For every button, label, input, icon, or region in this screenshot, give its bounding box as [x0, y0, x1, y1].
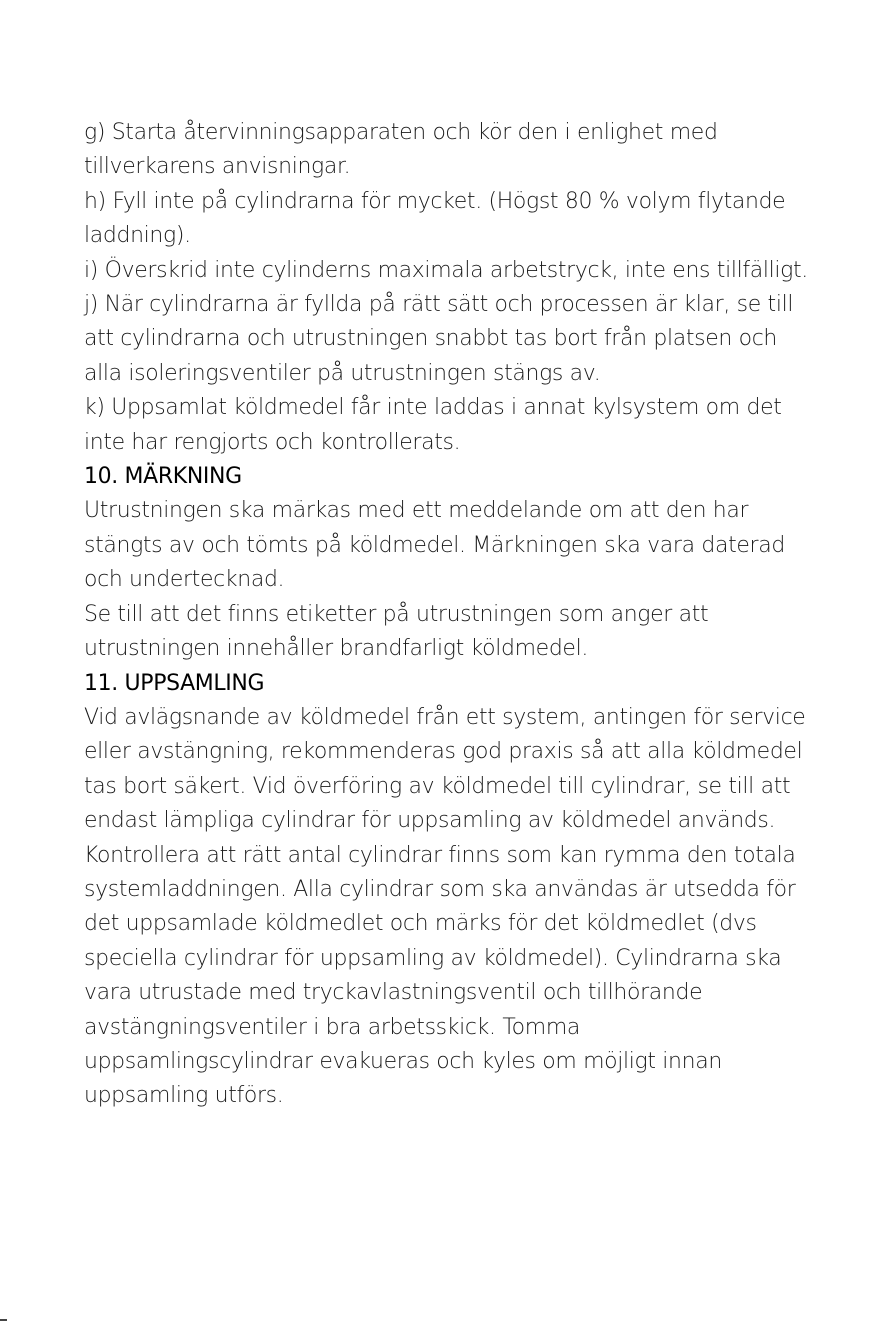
- text-line: uppsamlingscylindrar evakueras och kyles om möjligt innan: [84, 1047, 722, 1074]
- text-line: i) Överskrid inte cylinderns maximala arbetstryck, inte ens tillfälligt.: [84, 256, 808, 283]
- text-line: k) Uppsamlat köldmedel får inte laddas i annat kylsystem om det: [84, 394, 782, 421]
- text-line: stängts av och tömts på köldmedel. Märkningen ska vara daterad: [84, 531, 785, 558]
- section-heading: 10. MÄRKNING: [84, 463, 242, 490]
- text-line: eller avstängning, rekommenderas god praxis så att alla köldmedel: [84, 738, 803, 765]
- text-line: tas bort säkert. Vid överföring av köldmedel till cylindrar, se till att: [84, 772, 791, 799]
- text-line: laddning).: [84, 222, 191, 249]
- text-line: det uppsamlade köldmedlet och märks för det köldmedlet (dvs: [84, 910, 757, 937]
- text-line: g) Starta återvinningsapparaten och kör den i enlighet med: [84, 119, 718, 145]
- text-line: j) När cylindrarna är fyllda på rätt sätt och processen är klar, se till: [84, 291, 794, 318]
- page-edge-mark: [0, 1319, 7, 1321]
- text-line: att cylindrarna och utrustningen snabbt tas bort från platsen och: [84, 325, 778, 352]
- text-line: tillverkarens anvisningar.: [84, 153, 351, 180]
- text-line: alla isoleringsventiler på utrustningen stängs av.: [84, 359, 601, 386]
- text-line: utrustningen innehåller brandfarligt köldmedel.: [84, 635, 589, 662]
- text-line: vara utrustade med tryckavlastningsventil och tillhörande: [84, 979, 703, 1006]
- text-line: uppsamling utförs.: [84, 1082, 284, 1109]
- text-line: systemladdningen. Alla cylindrar som ska användas är utsedda för: [84, 875, 796, 902]
- text-line: inte har rengjorts och kontrollerats.: [84, 428, 461, 455]
- text-line: Utrustningen ska märkas med ett meddelande om att den har: [84, 497, 749, 524]
- text-line: Se till att det finns etiketter på utrustningen som anger att: [84, 600, 709, 627]
- text-line: speciella cylindrar för uppsamling av köldmedel). Cylindrarna ska: [84, 944, 782, 971]
- text-line: h) Fyll inte på cylindrarna för mycket. (Högst 80 % volym flytande: [84, 187, 786, 214]
- text-line: endast lämpliga cylindrar för uppsamling av köldmedel används.: [84, 807, 776, 834]
- section-heading: 11. UPPSAMLING: [84, 669, 265, 696]
- text-line: Kontrollera att rätt antal cylindrar finns som kan rymma den totala: [84, 841, 796, 868]
- text-line: Vid avlägsnande av köldmedel från ett system, antingen för service: [84, 703, 806, 730]
- text-line: avstängningsventiler i bra arbetsskick. Tomma: [84, 1013, 581, 1040]
- document-page: [84, 115, 844, 1113]
- document-body: [84, 115, 844, 1113]
- text-line: och undertecknad.: [84, 566, 285, 593]
